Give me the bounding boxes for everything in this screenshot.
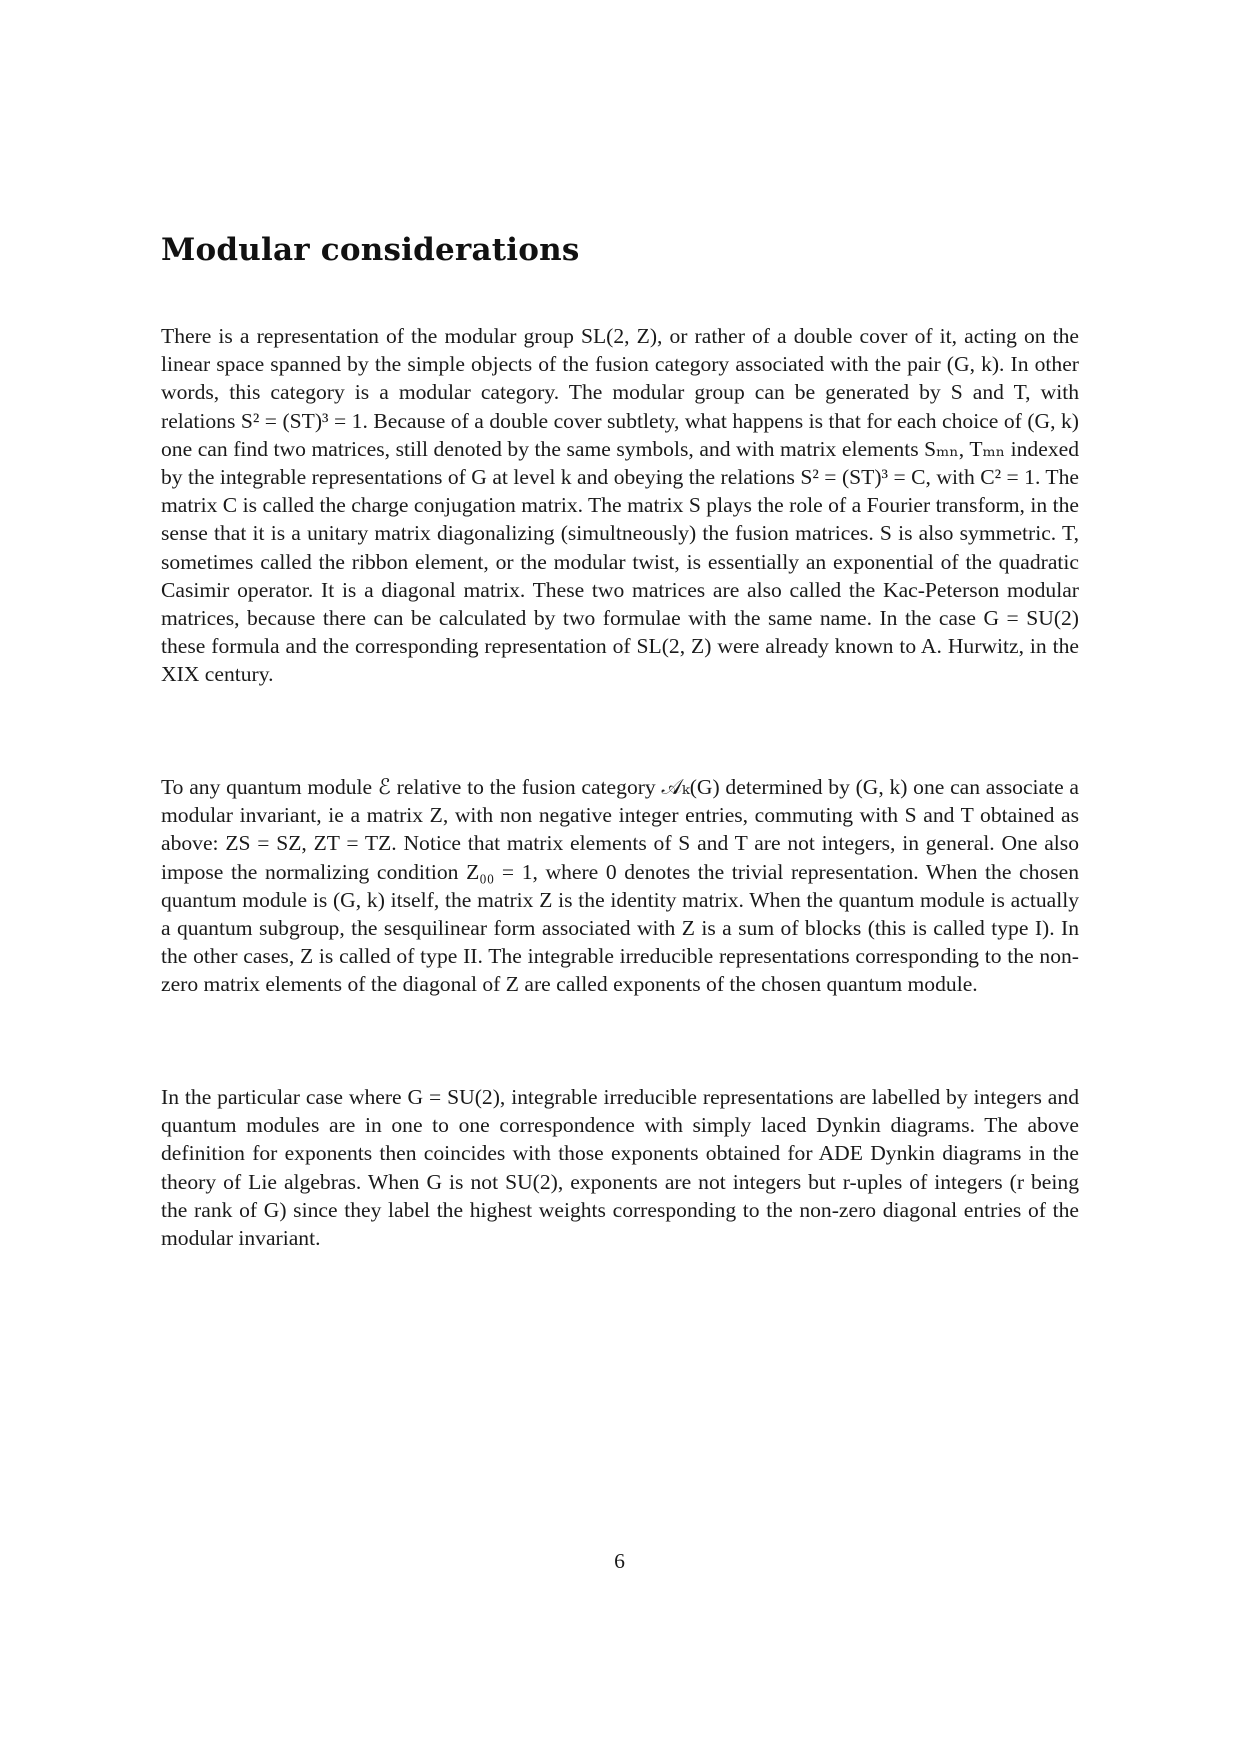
- paragraph-su2-exponents: In the particular case where G = SU(2), integrable irreducible representations are labelled by integers and quantum modules are in one to one correspondence with simply laced Dynkin diagrams. The above definition for exponents then coincides with those exponents obtained for ADE Dynkin diagrams in the theory of Lie algebras. When G is not SU(2), exponents are not integers but r-uples of integers (r being the rank of G) since they label the highest weights corresponding to the non-zero diagonal entries of the modular invariant.: [161, 1085, 1079, 1251]
- paragraph-modular-invariant: To any quantum module ℰ relative to the fusion category 𝒜ₖ(G) determined by (G, k) one can associate a modular invariant, ie a matrix Z, with non negative integer entries, commuting with S and T obtained as above: ZS = SZ, ZT = TZ. Notice that matrix elements of S and T are not integers, in general. One also impose the normalizing condition Z₀₀ = 1, where 0 denotes the trivial representation. When the chosen quantum module is (G, k) itself, the matrix Z is the identity matrix. When the quantum module is actually a quantum subgroup, the sesquilinear form associated with Z is a sum of blocks (this is called type I). In the other cases, Z is called of type II. The integrable irreducible representations corresponding to the non-zero matrix elements of the diagonal of Z are called exponents of the chosen quantum module.: [161, 775, 1079, 997]
- page-number: 6: [614, 1549, 625, 1573]
- paragraph-modular-group: There is a representation of the modular group SL(2, Z), or rather of a double cover of it, acting on the linear space spanned by the simple objects of the fusion category associated with the pair (G, k). In other words, this category is a modular category. The modular group can be generated by S and T, with relations S² = (ST)³ = 1. Because of a double cover subtlety, what happens is that for each choice of (G, k) one can find two matrices, still denoted by the same symbols, and with matrix elements Sₘₙ, Tₘₙ indexed by the integrable representations of G at level k and obeying the relations S² = (ST)³ = C, with C² = 1. The matrix C is called the charge conjugation matrix. The matrix S plays the role of a Fourier transform, in the sense that it is a unitary matrix diagonalizing (simultneously) the fusion matrices. S is also symmetric. T, sometimes called the ribbon element, or the modular twist, is essentially an exponential of the quadratic Casimir operator. It is a diagonal matrix. These two matrices are also called the Kac-Peterson modular matrices, because there can be calculated by two formulae with the same name. In the case G = SU(2) these formula and the corresponding representation of SL(2, Z) were already known to A. Hurwitz, in the XIX century.: [161, 324, 1079, 687]
- section-title: Modular considerations: [161, 232, 580, 268]
